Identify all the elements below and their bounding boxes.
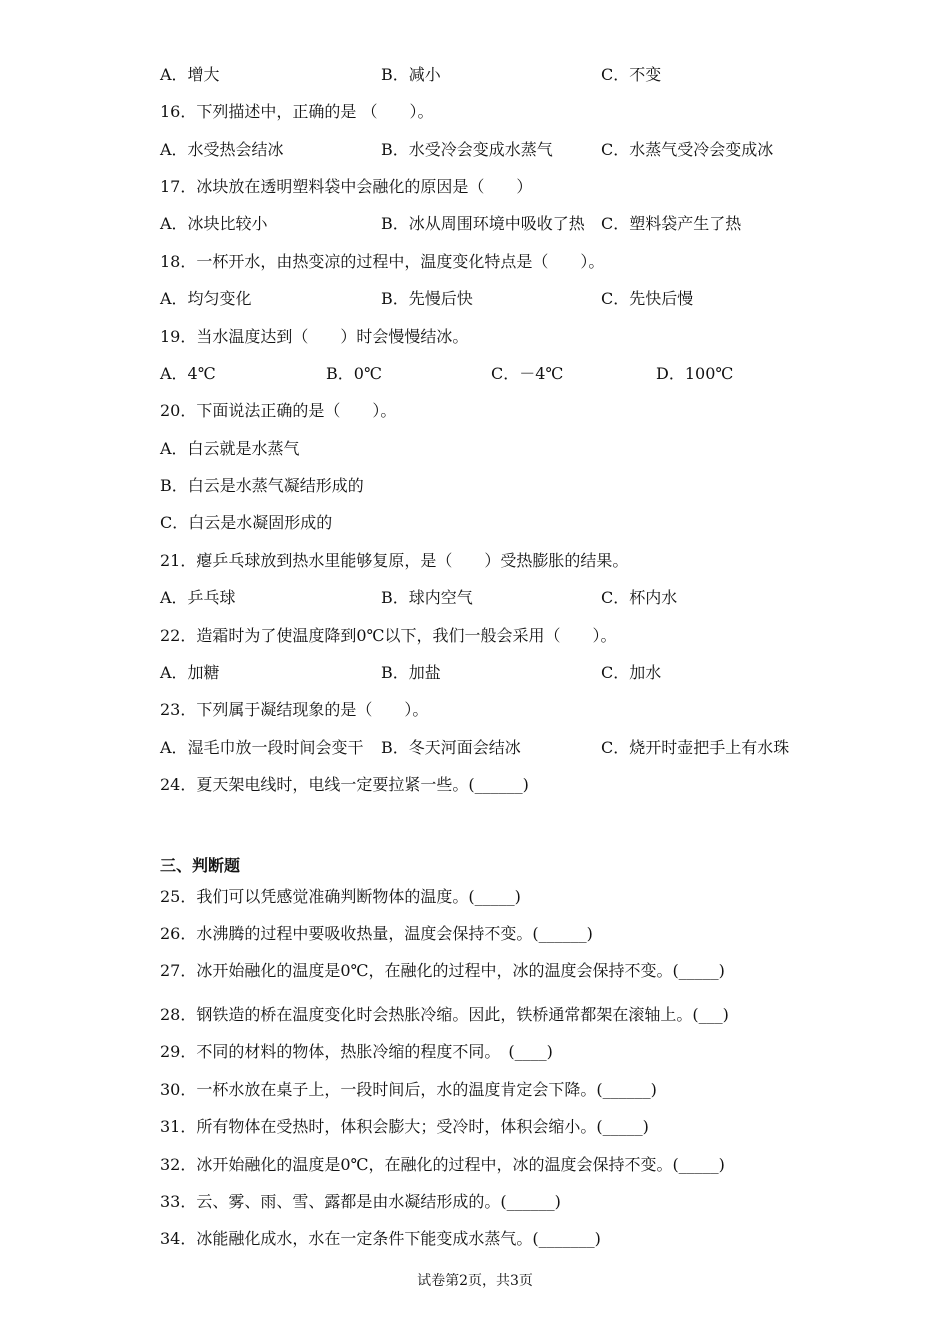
option-b: B．减小: [381, 65, 441, 84]
question-31: 31．所有物体在受热时，体积会膨大；受冷时，体积会缩小。(_____): [160, 1117, 649, 1136]
question-30: 30．一杯水放在桌子上，一段时间后，水的温度肯定会下降。(______): [160, 1080, 657, 1099]
option-a: A．增大: [160, 65, 220, 84]
option-c: C．烧开时壶把手上有水珠: [601, 738, 790, 757]
option-c: C．不变: [601, 65, 662, 84]
option-a: A．加糖: [160, 663, 220, 682]
question-19: 19．当水温度达到（ ）时会慢慢结冰。: [160, 327, 469, 346]
option-a: A．湿毛巾放一段时间会变干: [160, 738, 364, 757]
option-a: A．4℃: [160, 364, 216, 383]
question-34: 34．冰能融化成水，水在一定条件下能变成水蒸气。(_______): [160, 1229, 601, 1248]
option-b: B．0℃: [326, 364, 382, 383]
option-a: A．冰块比较小: [160, 214, 268, 233]
page-footer: 试卷第2页，共3页: [417, 1273, 533, 1289]
option-d: D．100℃: [656, 364, 734, 383]
question-20: 20．下面说法正确的是（ ）。: [160, 401, 397, 420]
option-c: C．先快后慢: [601, 289, 694, 308]
option-c: C．白云是水凝固形成的: [160, 513, 333, 532]
question-23: 23．下列属于凝结现象的是（ ）。: [160, 700, 429, 719]
question-17: 17．冰块放在透明塑料袋中会融化的原因是（ ）: [160, 177, 533, 196]
option-a: A．水受热会结冰: [160, 140, 284, 159]
option-c: C．水蒸气受冷会变成冰: [601, 140, 774, 159]
option-c: C．加水: [601, 663, 662, 682]
option-c: C．杯内水: [601, 588, 678, 607]
option-a: A．乒乓球: [160, 588, 236, 607]
question-33: 33．云、雾、雨、雪、露都是由水凝结形成的。(______): [160, 1192, 561, 1211]
question-32: 32．冰开始融化的温度是0℃，在融化的过程中，冰的温度会保持不变。(_____): [160, 1155, 725, 1174]
question-21: 21．瘪乒乓球放到热水里能够复原，是（ ）受热膨胀的结果。: [160, 551, 629, 570]
option-c: C．－4℃: [491, 364, 564, 383]
question-27: 27．冰开始融化的温度是0℃，在融化的过程中，冰的温度会保持不变。(_____): [160, 961, 725, 980]
option-b: B．水受冷会变成水蒸气: [381, 140, 553, 159]
option-b: B．球内空气: [381, 588, 473, 607]
option-a: A．白云就是水蒸气: [160, 439, 300, 458]
option-a: A．均匀变化: [160, 289, 252, 308]
question-28: 28．钢铁造的桥在温度变化时会热胀冷缩。因此，铁桥通常都架在滚轴上。(___): [160, 1005, 729, 1024]
option-b: B．加盐: [381, 663, 441, 682]
question-29: 29．不同的材料的物体，热胀冷缩的程度不同。 (____): [160, 1042, 553, 1061]
question-26: 26．水沸腾的过程中要吸收热量，温度会保持不变。(______): [160, 924, 593, 943]
option-b: B．冬天河面会结冰: [381, 738, 521, 757]
question-18: 18．一杯开水，由热变凉的过程中，温度变化特点是（ ）。: [160, 252, 605, 271]
option-b: B．冰从周围环境中吸收了热: [381, 214, 585, 233]
question-16: 16．下列描述中，正确的是 （ ）。: [160, 102, 434, 121]
option-b: B．先慢后快: [381, 289, 473, 308]
question-24: 24．夏天架电线时，电线一定要拉紧一些。(______): [160, 775, 529, 794]
section-heading: 三、判断题: [160, 856, 241, 875]
option-b: B．白云是水蒸气凝结形成的: [160, 476, 364, 495]
option-c: C．塑料袋产生了热: [601, 214, 742, 233]
question-22: 22．造霜时为了使温度降到0℃以下，我们一般会采用（ ）。: [160, 626, 617, 645]
question-25: 25．我们可以凭感觉准确判断物体的温度。(_____): [160, 887, 521, 906]
